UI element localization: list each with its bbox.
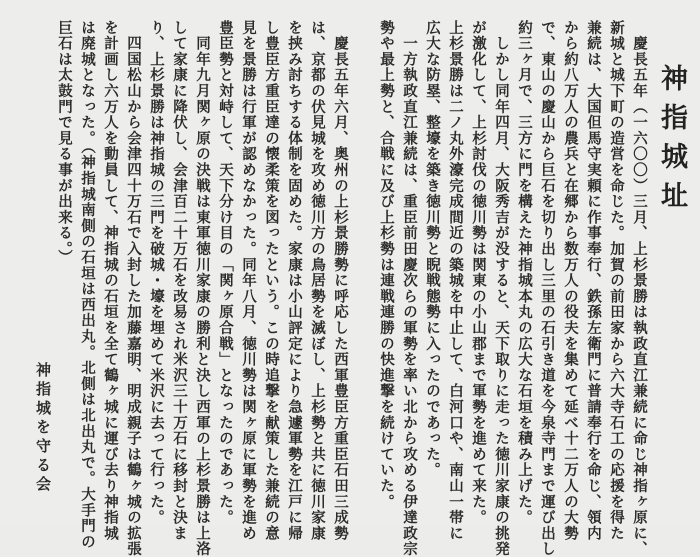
text-column: 豊臣勢と対峙して、天下分け目の「関ヶ原合戦」となったのであった。 [217,20,234,526]
text-column: 巨石は太鼓門で見る事が出来る。） [56,20,73,266]
text-column: は廃城となった。（神指城南側の石垣は西出丸。北側は北出丸で。大手門の [79,20,96,550]
text-column: を計画し六万人を動員して、神指城の石垣を全て鶴ヶ城に運び去り神指城 [102,20,119,542]
organization-name: 神指城を守る会 [34,362,52,495]
text-column: り、上杉景勝は神指城の三門を破城・壕を埋めて米沢に去って行った。 [148,20,165,526]
text-column: が激化して、上杉討伐の徳川勢は関東の小山郡まで軍勢を進めて来た。 [470,20,487,526]
text-column: しかし同年四月、大阪秀吉が没すると、天下取りに走った徳川家康の挑発 [493,20,510,557]
text-column: 四国松山から会津四十万石で入封した加藤嘉明、明成親子は鶴ヶ城の拡張 [125,20,142,557]
text-column: を挟み討ちする体制を固めた。家康は小山評定により急遽軍勢を江戸に帰 [286,20,303,542]
text-column: は、京都の伏見城を攻め徳川方の鳥居勢を滅ぼし、上杉勢と共に徳川家康 [309,20,326,542]
sign-title: 神指城址 [656,64,687,220]
text-column: で、東山の慶山から巨石を切り出し三里の石引き道を今泉寺門まで運び出し [539,20,556,557]
text-column: 慶長五年（一六〇〇）三月、上杉景勝は執政直江兼続に命じ神指ヶ原に、 [631,20,648,557]
text-column: 一方執政直江兼続は、重臣前田慶次らの軍勢を率い北から攻める伊達政宗 [401,20,418,557]
text-column: 広大な防塁、整壕を築き徳川勢と睨戦態勢に入ったのであった。 [424,20,441,479]
text-column: 兼続は、大国但馬守実頼に作事奉行、鉄孫左衛門に普請奉行を命じ、領内 [585,20,602,542]
text-column: から約八万人の農兵と在郷から数万人の役夫を集めて延べ十二万人の大勢 [562,20,579,542]
text-column: 慶長五年六月、奥州の上杉景勝勢に呼応した西軍豊臣方重臣石田三成勢 [332,20,349,542]
text-column: 約三ヶ月で、三方に門を構えた神指城本丸の広大な石垣を積み上げた。 [516,20,533,526]
text-column [348,20,370,520]
text-column: し豊臣方重臣達の懐柔策を図ったという。この時追撃を献策した兼続の意 [263,20,280,542]
text-column: 上杉景勝は二ノ丸外濠完成間近の築城を中止して、白河口や、南山一帯に [447,20,464,542]
text-column: 新城と城下町の造営を命じた。加賀の前田家から六大寺石工の応援を得た [608,20,625,542]
text-column: 勢や最上勢と、合戦に及び上杉勢は連戦連勝の快進撃を続けていた。 [378,20,395,510]
text-column: 同年九月関ヶ原の決戦は東軍徳川家康の勝利と決し西軍の上杉景勝は上洛 [194,20,211,557]
text-column: 見を景勝は行軍が認めなかった。同年八月、徳川勢は関ヶ原に軍勢を進め [240,20,257,542]
text-column: して家康に降伏し、会津百二十万石を改易され米沢三十万石に移封と決ま [171,20,188,542]
